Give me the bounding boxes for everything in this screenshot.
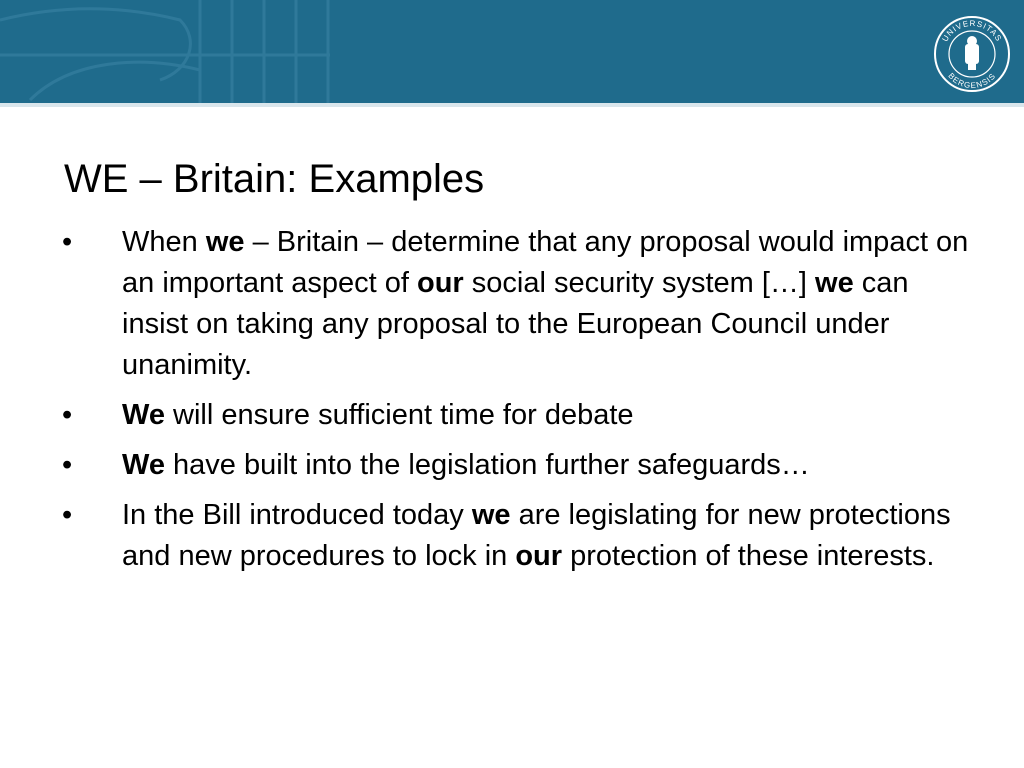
bullet-item xyxy=(62,495,982,577)
bullet-item xyxy=(62,445,982,486)
bullet-item xyxy=(62,222,982,386)
header-rule xyxy=(0,103,1024,107)
bullet-glyph: • xyxy=(62,226,73,258)
emphasized-word: we xyxy=(471,499,511,531)
text-segment: will ensure sufficient time for debate xyxy=(164,399,634,431)
text-segment: social security system […] xyxy=(463,267,816,299)
column-decoration xyxy=(0,0,1024,106)
text-segment: have built into the legislation further safeguards… xyxy=(164,449,810,481)
text-segment: In the Bill introduced today xyxy=(122,499,472,531)
bullet-glyph: • xyxy=(62,399,73,431)
bullet-text xyxy=(122,449,810,481)
header-band xyxy=(0,0,1024,106)
bullet-glyph: • xyxy=(62,449,73,481)
bullet-text xyxy=(122,226,968,381)
bullet-text xyxy=(122,499,951,572)
university-seal-icon xyxy=(932,14,1012,94)
bullet-text xyxy=(122,399,634,431)
seal-text-bottom: BERGENSIS xyxy=(946,71,998,91)
bullet-item xyxy=(62,395,982,436)
bullet-list xyxy=(62,222,982,586)
text-segment: are legislating for new protections and new procedures to lock in xyxy=(122,499,951,572)
text-segment: – Britain – determine that any proposal would impact on an important aspect of xyxy=(122,226,969,299)
text-segment: protection of these interests. xyxy=(562,540,935,572)
bullet-glyph: • xyxy=(62,499,73,531)
emphasized-word: we xyxy=(815,267,854,299)
emphasized-word: our xyxy=(515,540,563,572)
emphasized-word: we xyxy=(205,226,245,258)
seal-text-top: UNIVERSITAS xyxy=(940,18,1004,44)
slide-title: WE – Britain: Examples xyxy=(64,156,485,201)
text-segment: can insist on taking any proposal to the European Council under unanimity. xyxy=(122,267,909,381)
emphasized-word: We xyxy=(122,449,165,481)
emphasized-word: We xyxy=(122,399,165,431)
emphasized-word: our xyxy=(417,267,464,299)
text-segment: When xyxy=(122,226,206,258)
